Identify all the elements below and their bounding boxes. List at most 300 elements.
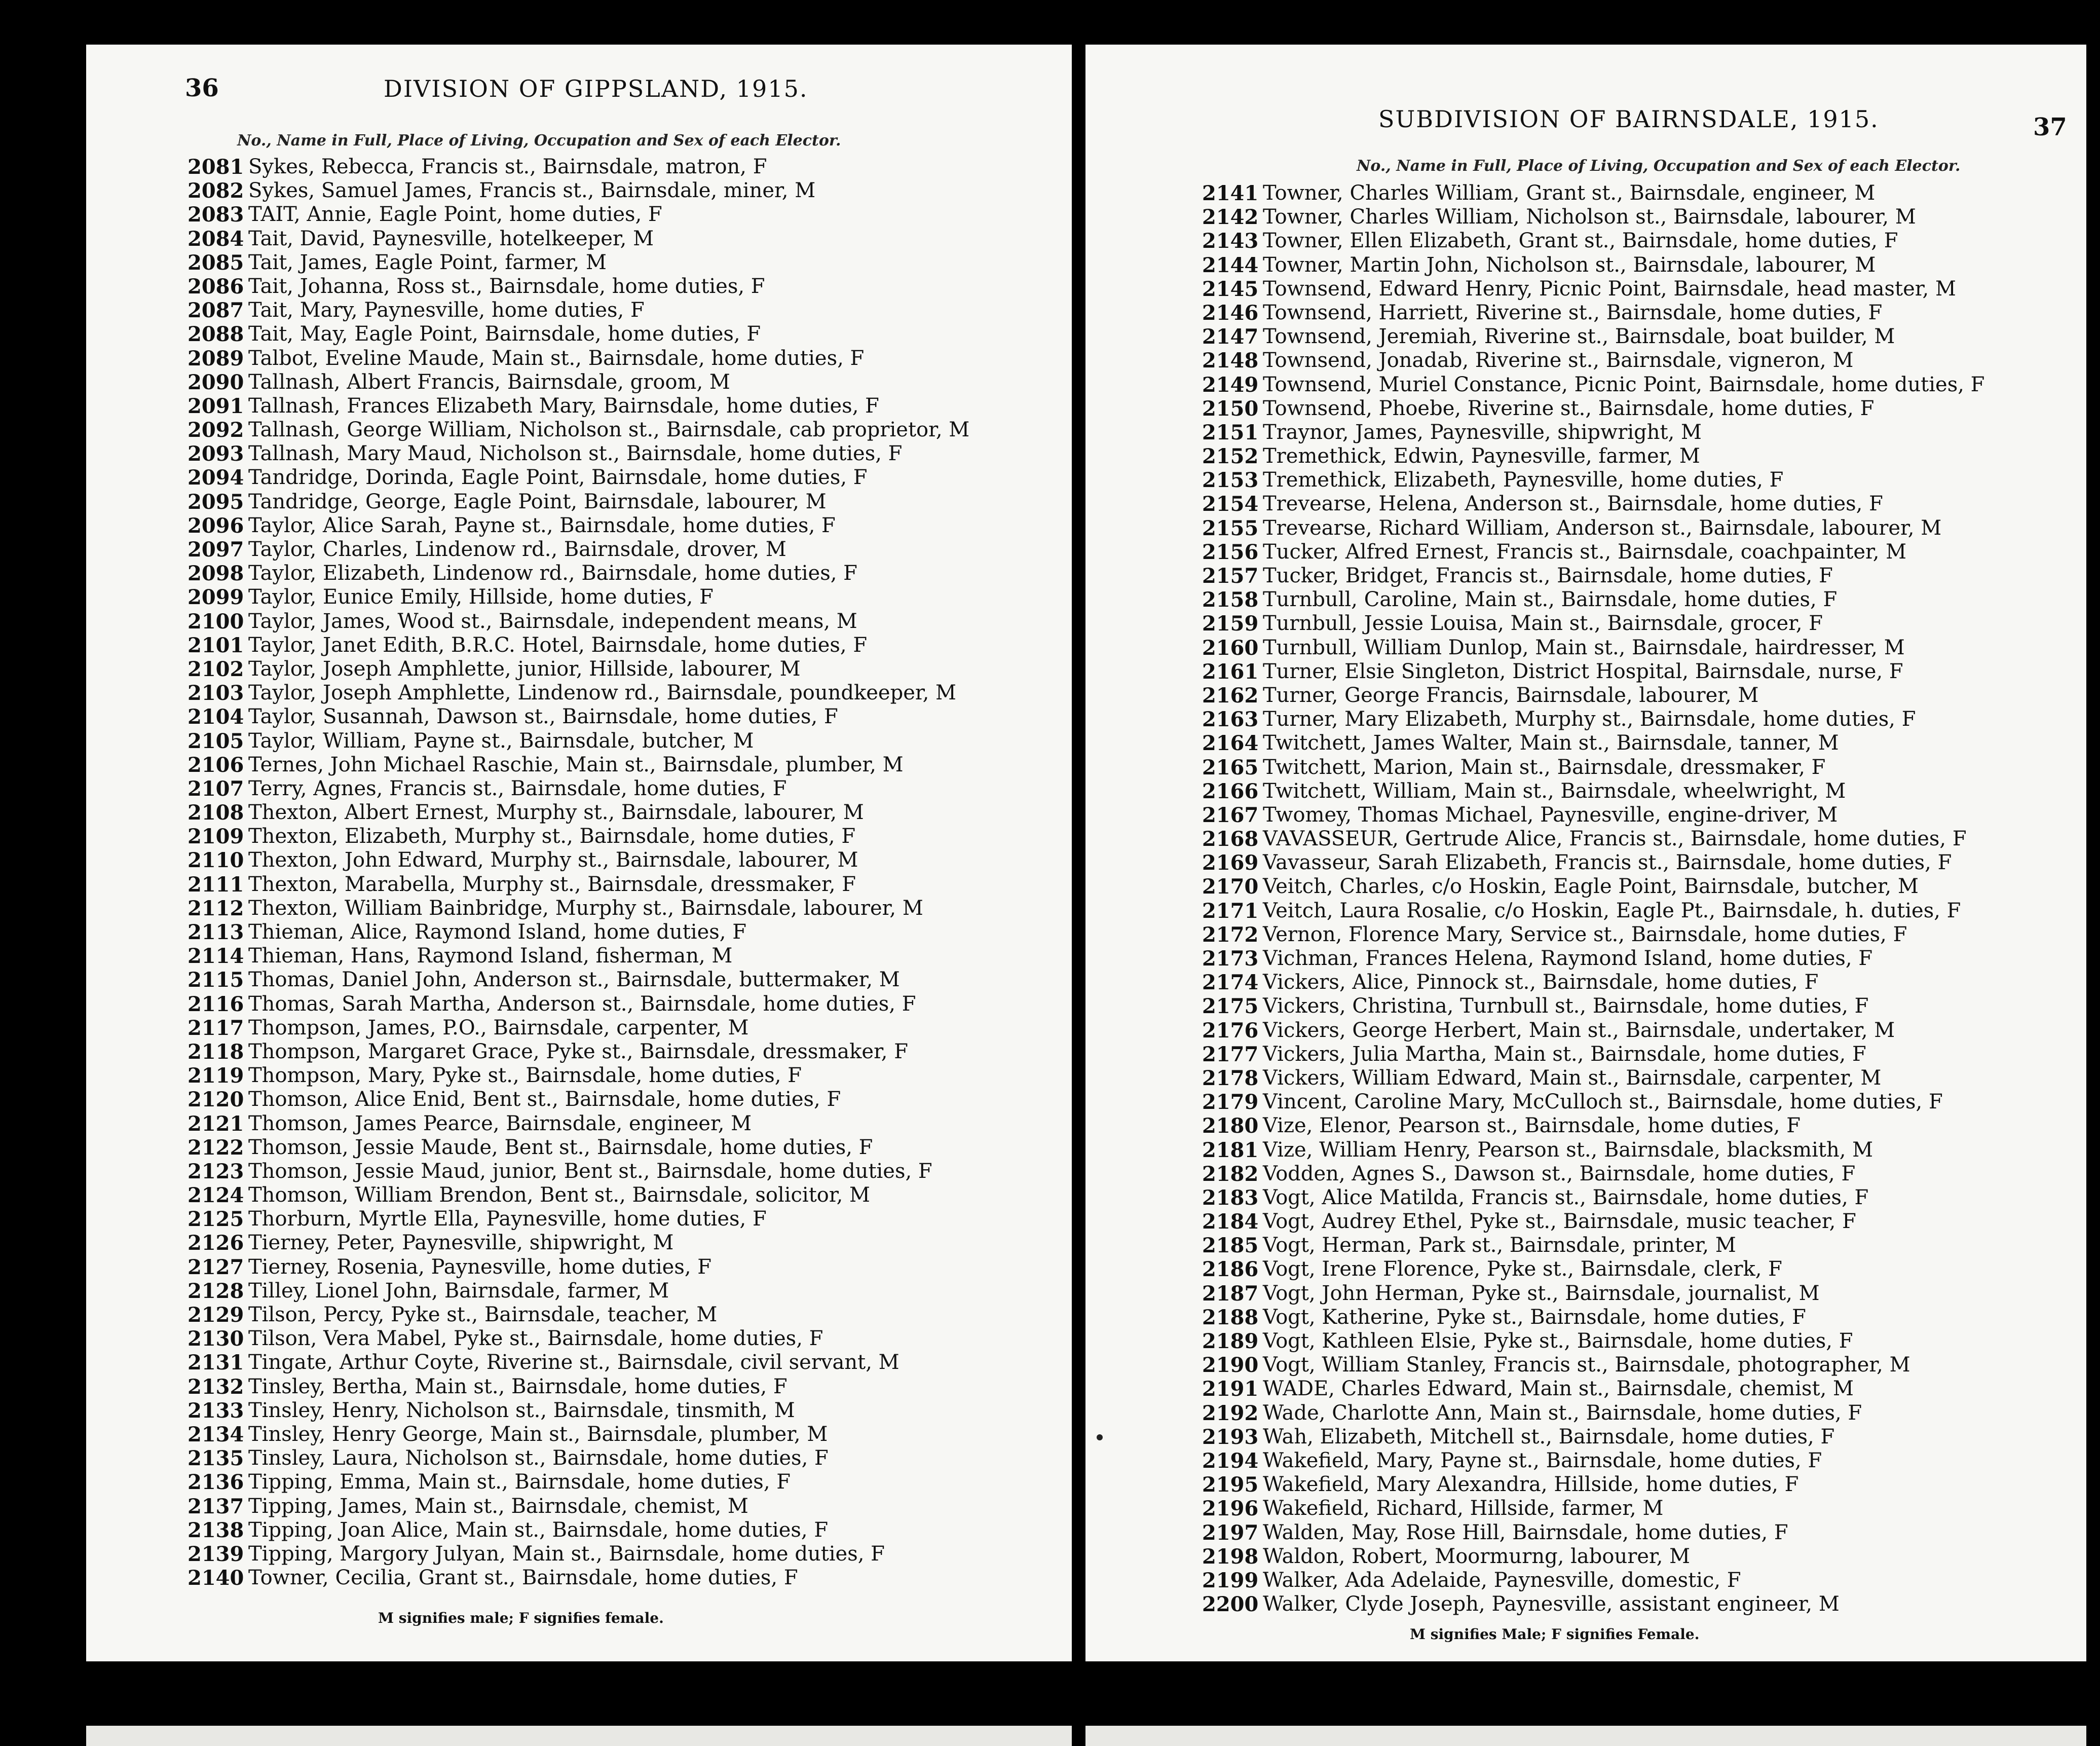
elector-number: 2093 [188, 442, 244, 466]
elector-row [188, 1495, 969, 1518]
elector-details: Vernon, Florence Mary, Service st., Bairnsdale, home duties, F [1263, 922, 1907, 946]
elector-row [188, 1207, 969, 1231]
elector-number: 2115 [188, 968, 244, 992]
elector-number: 2160 [1202, 636, 1259, 660]
elector-row [1202, 564, 1984, 588]
elector-details: Vodden, Agnes S., Dawson st., Bairnsdale, home duties, F [1263, 1162, 1856, 1185]
elector-number: 2136 [188, 1470, 244, 1495]
elector-details: Thomson, Alice Enid, Bent st., Bairnsdale, home duties, F [248, 1088, 841, 1111]
elector-details: Thompson, Margaret Grace, Pyke st., Bairnsdale, dressmaker, F [248, 1039, 908, 1063]
elector-row [188, 562, 969, 585]
elector-number: 2138 [188, 1518, 244, 1542]
elector-number: 2179 [1202, 1090, 1259, 1115]
elector-number: 2141 [1202, 181, 1259, 205]
elector-number: 2106 [188, 753, 244, 777]
elector-details: Vize, Elenor, Pearson st., Bairnsdale, home duties, F [1263, 1114, 1801, 1138]
elector-number: 2184 [1202, 1210, 1259, 1234]
elector-number: 2126 [188, 1231, 244, 1255]
elector-row [1202, 1425, 1984, 1449]
elector-details: Sykes, Samuel James, Francis st., Bairnsdale, miner, M [248, 179, 816, 203]
elector-details: Tipping, Emma, Main st., Bairnsdale, home duties, F [248, 1470, 791, 1494]
elector-details: Tinsley, Laura, Nicholson st., Bairnsdale, home duties, F [248, 1446, 829, 1470]
elector-details: Turner, George Francis, Bairnsdale, labourer, M [1263, 683, 1759, 707]
elector-number: 2130 [188, 1327, 244, 1351]
elector-row [1202, 994, 1984, 1018]
elector-number: 2085 [188, 250, 244, 275]
elector-details: Twitchett, William, Main st., Bairnsdale, wheelwright, M [1263, 779, 1846, 803]
elector-number: 2151 [1202, 420, 1259, 444]
elector-row [1202, 1329, 1984, 1353]
ink-spot [1097, 1434, 1103, 1440]
elector-row [188, 920, 969, 944]
page-number: 36 [185, 74, 219, 102]
elector-row [1202, 1306, 1984, 1329]
elector-row [1202, 1090, 1984, 1114]
elector-number: 2109 [188, 825, 244, 849]
elector-number: 2113 [188, 920, 244, 944]
elector-details: Townsend, Edward Henry, Picnic Point, Bairnsdale, head master, M [1263, 277, 1956, 301]
elector-number: 2140 [188, 1566, 244, 1590]
elector-number: 2200 [1202, 1592, 1259, 1617]
elector-details: Walker, Ada Adelaide, Paynesville, domestic, F [1263, 1568, 1741, 1592]
elector-row [1202, 588, 1984, 612]
elector-number: 2146 [1202, 301, 1259, 325]
elector-row [188, 634, 969, 657]
elector-details: Trevearse, Helena, Anderson st., Bairnsdale, home duties, F [1263, 492, 1883, 516]
elector-number: 2157 [1202, 564, 1259, 588]
elector-number: 2096 [188, 513, 244, 538]
elector-details: Taylor, Charles, Lindenow rd., Bairnsdale, drover, M [248, 538, 786, 561]
elector-details: Tilson, Vera Mabel, Pyke st., Bairnsdale, home duties, F [248, 1327, 823, 1351]
elector-row [188, 1040, 969, 1064]
elector-details: Towner, Martin John, Nicholson st., Bairnsdale, labourer, M [1263, 253, 1876, 277]
elector-row [188, 179, 969, 203]
elector-details: Veitch, Charles, c/o Hoskin, Eagle Point, Bairnsdale, butcher, M [1263, 875, 1919, 899]
elector-row [188, 299, 969, 322]
elector-details: Tucker, Bridget, Francis st., Bairnsdale, home duties, F [1263, 564, 1833, 587]
elector-number: 2122 [188, 1135, 244, 1160]
elector-details: Taylor, Joseph Amphlette, Lindenow rd., Bairnsdale, poundkeeper, M [248, 681, 956, 705]
elector-details: Tait, Johanna, Ross st., Bairnsdale, home duties, F [248, 274, 765, 298]
elector-number: 2162 [1202, 683, 1259, 708]
elector-details: Thieman, Alice, Raymond Island, home duties, F [248, 920, 746, 944]
elector-row [188, 1231, 969, 1255]
elector-row [188, 1375, 969, 1399]
elector-number: 2134 [188, 1422, 244, 1446]
elector-row [1202, 708, 1984, 731]
page-title: SUBDIVISION OF BAIRNSDALE, 1915. [1378, 105, 1879, 133]
elector-row [1202, 397, 1984, 421]
elector-details: Thexton, Albert Ernest, Murphy st., Bairnsdale, labourer, M [248, 801, 864, 825]
elector-details: Wakefield, Mary, Payne st., Bairnsdale, home duties, F [1263, 1448, 1822, 1472]
elector-number: 2117 [188, 1016, 244, 1040]
elector-number: 2120 [188, 1088, 244, 1112]
elector-row [188, 203, 969, 227]
elector-row [1202, 421, 1984, 444]
elector-number: 2165 [1202, 755, 1259, 779]
elector-details: Vickers, George Herbert, Main st., Bairnsdale, undertaker, M [1263, 1018, 1895, 1042]
elector-row [1202, 899, 1984, 923]
elector-details: Walker, Clyde Joseph, Paynesville, assistant engineer, M [1263, 1592, 1840, 1616]
elector-number: 2194 [1202, 1448, 1259, 1473]
elector-number: 2193 [1202, 1425, 1259, 1449]
elector-number: 2108 [188, 801, 244, 825]
elector-row [1202, 756, 1984, 779]
elector-row [1202, 492, 1984, 516]
elector-details: VAVASSEUR, Gertrude Alice, Francis st., Bairnsdale, home duties, F [1263, 827, 1967, 851]
elector-number: 2107 [188, 776, 244, 801]
elector-row [188, 370, 969, 394]
elector-details: Vogt, Kathleen Elsie, Pyke st., Bairnsdale, home duties, F [1263, 1329, 1853, 1353]
elector-row [1202, 181, 1984, 205]
elector-row [188, 1279, 969, 1303]
elector-details: Tremethick, Elizabeth, Paynesville, home duties, F [1263, 468, 1784, 492]
elector-number: 2097 [188, 538, 244, 562]
elector-row [1202, 947, 1984, 971]
elector-number: 2135 [188, 1446, 244, 1471]
elector-details: Thexton, Elizabeth, Murphy st., Bairnsdale, home duties, F [248, 825, 856, 848]
elector-number: 2099 [188, 585, 244, 610]
elector-details: Vogt, William Stanley, Francis st., Bairnsdale, photographer, M [1263, 1353, 1910, 1377]
elector-details: Thexton, William Bainbridge, Murphy st., Bairnsdale, labourer, M [248, 896, 923, 920]
elector-details: Thexton, John Edward, Murphy st., Bairnsdale, labourer, M [248, 848, 858, 872]
elector-number: 2180 [1202, 1114, 1259, 1138]
elector-details: Tremethick, Edwin, Paynesville, farmer, M [1263, 444, 1700, 468]
elector-number: 2101 [188, 633, 244, 657]
elector-details: Veitch, Laura Rosalie, c/o Hoskin, Eagle Pt., Bairnsdale, h. duties, F [1263, 899, 1961, 922]
elector-number: 2081 [188, 155, 244, 179]
elector-row [1202, 540, 1984, 564]
elector-details: Tipping, James, Main st., Bairnsdale, chemist, M [248, 1494, 748, 1518]
elector-details: Taylor, Susannah, Dawson st., Bairnsdale, home duties, F [248, 705, 838, 729]
elector-details: WADE, Charles Edward, Main st., Bairnsdale, chemist, M [1263, 1377, 1854, 1401]
elector-row [188, 825, 969, 848]
elector-details: Tinsley, Bertha, Main st., Bairnsdale, home duties, F [248, 1374, 788, 1398]
elector-number: 2137 [188, 1494, 244, 1518]
elector-row [188, 1423, 969, 1446]
elector-number: 2176 [1202, 1018, 1259, 1043]
elector-row [1202, 731, 1984, 755]
elector-details: Sykes, Rebecca, Francis st., Bairnsdale, matron, F [248, 155, 767, 178]
elector-number: 2171 [1202, 899, 1259, 923]
elector-details: Turnbull, Jessie Louisa, Main st., Bairnsdale, grocer, F [1263, 612, 1823, 636]
elector-number: 2185 [1202, 1234, 1259, 1258]
elector-row [1202, 612, 1984, 636]
elector-number: 2175 [1202, 994, 1259, 1019]
elector-row [188, 442, 969, 466]
elector-number: 2149 [1202, 373, 1259, 397]
elector-row [188, 1088, 969, 1111]
elector-row [188, 1446, 969, 1470]
elector-details: Tait, May, Eagle Point, Bairnsdale, home duties, F [248, 322, 761, 346]
elector-details: Thomson, William Brendon, Bent st., Bairnsdale, solicitor, M [248, 1183, 870, 1207]
elector-number: 2158 [1202, 588, 1259, 612]
elector-number: 2191 [1202, 1377, 1259, 1401]
elector-number: 2088 [188, 322, 244, 347]
elector-row [188, 705, 969, 729]
elector-row [188, 1183, 969, 1207]
elector-row [188, 275, 969, 299]
elector-number: 2173 [1202, 947, 1259, 971]
elector-number: 2131 [188, 1351, 244, 1375]
elector-number: 2091 [188, 394, 244, 418]
elector-number: 2155 [1202, 516, 1259, 540]
elector-row [188, 777, 969, 801]
elector-number: 2105 [188, 729, 244, 753]
elector-number: 2102 [188, 657, 244, 681]
elector-number: 2170 [1202, 875, 1259, 899]
elector-details: Thomson, James Pearce, Bairnsdale, engineer, M [248, 1111, 752, 1135]
elector-number: 2159 [1202, 612, 1259, 636]
elector-number: 2103 [188, 681, 244, 705]
elector-number: 2150 [1202, 396, 1259, 421]
column-description: No., Name in Full, Place of Living, Occupation and Sex of each Elector. [1357, 157, 1961, 175]
elector-details: Vickers, Christina, Turnbull st., Bairnsdale, home duties, F [1263, 994, 1869, 1018]
elector-row [188, 227, 969, 251]
elector-row [1202, 684, 1984, 708]
elector-number: 2116 [188, 992, 244, 1016]
elector-row [188, 490, 969, 514]
elector-row [188, 681, 969, 705]
elector-row [188, 1399, 969, 1423]
elector-details: Thomas, Sarah Martha, Anderson st., Bairnsdale, home duties, F [248, 992, 916, 1016]
elector-details: Waldon, Robert, Moormurng, labourer, M [1263, 1544, 1691, 1568]
elector-details: Tallnash, Mary Maud, Nicholson st., Bairnsdale, home duties, F [248, 442, 903, 466]
elector-details: Vincent, Caroline Mary, McCulloch st., Bairnsdale, home duties, F [1263, 1090, 1943, 1114]
elector-number: 2082 [188, 179, 244, 203]
elector-number: 2139 [188, 1542, 244, 1566]
elector-details: Trevearse, Richard William, Anderson st., Bairnsdale, labourer, M [1263, 516, 1942, 540]
elector-row [188, 251, 969, 275]
elector-row [188, 538, 969, 562]
elector-details: Thorburn, Myrtle Ella, Paynesville, home duties, F [248, 1207, 767, 1231]
elector-number: 2154 [1202, 492, 1259, 516]
elector-details: Turnbull, Caroline, Main st., Bairnsdale, home duties, F [1263, 588, 1838, 612]
elector-details: Townsend, Harriett, Riverine st., Bairnsdale, home duties, F [1263, 301, 1883, 324]
elector-details: Townsend, Jeremiah, Riverine st., Bairnsdale, boat builder, M [1263, 325, 1895, 349]
elector-row [188, 155, 969, 179]
elector-number: 2147 [1202, 325, 1259, 349]
elector-number: 2143 [1202, 229, 1259, 253]
elector-row [188, 1470, 969, 1494]
elector-row [188, 1518, 969, 1542]
elector-row [1202, 205, 1984, 229]
elector-number: 2133 [188, 1398, 244, 1423]
elector-details: Tinsley, Henry, Nicholson st., Bairnsdale, tinsmith, M [248, 1398, 795, 1422]
elector-number: 2167 [1202, 803, 1259, 827]
elector-row [188, 729, 969, 753]
elector-number: 2111 [188, 872, 244, 897]
elector-details: Tierney, Rosenia, Paynesville, home duties, F [248, 1255, 712, 1279]
elector-row [188, 394, 969, 418]
elector-details: Taylor, Joseph Amphlette, junior, Hillside, labourer, M [248, 657, 801, 681]
elector-list [188, 155, 969, 1590]
elector-number: 2125 [188, 1207, 244, 1232]
elector-details: Thomas, Daniel John, Anderson st., Bairnsdale, buttermaker, M [248, 968, 900, 992]
elector-number: 2189 [1202, 1329, 1259, 1353]
elector-number: 2197 [1202, 1520, 1259, 1545]
elector-details: Turner, Mary Elizabeth, Murphy st., Bairnsdale, home duties, F [1263, 708, 1916, 731]
elector-row [1202, 1138, 1984, 1162]
elector-details: Walden, May, Rose Hill, Bairnsdale, home duties, F [1263, 1520, 1788, 1544]
elector-row [1202, 301, 1984, 325]
elector-row [1202, 468, 1984, 492]
elector-number: 2123 [188, 1159, 244, 1183]
elector-number: 2192 [1202, 1401, 1259, 1425]
elector-details: TAIT, Annie, Eagle Point, home duties, F [248, 203, 662, 227]
elector-details: Turnbull, William Dunlop, Main st., Bairnsdale, hairdresser, M [1263, 636, 1905, 659]
elector-number: 2144 [1202, 253, 1259, 277]
elector-row [1202, 636, 1984, 660]
elector-number: 2163 [1202, 708, 1259, 732]
elector-details: Tilley, Lionel John, Bairnsdale, farmer, M [248, 1279, 669, 1303]
elector-details: Vickers, Julia Martha, Main st., Bairnsdale, home duties, F [1263, 1042, 1866, 1066]
elector-row [188, 466, 969, 490]
elector-details: Thieman, Hans, Raymond Island, fisherman, M [248, 944, 733, 968]
elector-number: 2196 [1202, 1497, 1259, 1521]
elector-details: Taylor, Elizabeth, Lindenow rd., Bairnsdale, home duties, F [248, 562, 857, 585]
elector-details: Twomey, Thomas Michael, Paynesville, engine-driver, M [1263, 803, 1838, 827]
elector-row [188, 514, 969, 538]
elector-details: Vavasseur, Sarah Elizabeth, Francis st., Bairnsdale, home duties, F [1263, 851, 1952, 875]
elector-details: Vogt, Irene Florence, Pyke st., Bairnsdale, clerk, F [1263, 1257, 1782, 1281]
elector-details: Vogt, Audrey Ethel, Pyke st., Bairnsdale, music teacher, F [1263, 1210, 1856, 1234]
elector-number: 2172 [1202, 922, 1259, 947]
elector-number: 2112 [188, 896, 244, 920]
elector-details: Ternes, John Michael Raschie, Main st., Bairnsdale, plumber, M [248, 753, 904, 776]
elector-row [1202, 325, 1984, 349]
elector-number: 2177 [1202, 1042, 1259, 1066]
elector-row [1202, 1401, 1984, 1425]
elector-number: 2183 [1202, 1185, 1259, 1210]
elector-number: 2186 [1202, 1257, 1259, 1282]
elector-row [188, 1160, 969, 1183]
elector-details: Tipping, Joan Alice, Main st., Bairnsdale, home duties, F [248, 1518, 829, 1542]
elector-row [188, 1566, 969, 1590]
elector-details: Wakefield, Mary Alexandra, Hillside, home duties, F [1263, 1473, 1799, 1497]
elector-number: 2164 [1202, 731, 1259, 756]
right-page [1085, 45, 2086, 1661]
elector-details: Tandridge, George, Eagle Point, Bairnsdale, labourer, M [248, 490, 827, 513]
elector-details: Taylor, Eunice Emily, Hillside, home duties, F [248, 585, 714, 609]
elector-number: 2190 [1202, 1353, 1259, 1378]
elector-row [188, 897, 969, 920]
elector-details: Tingate, Arthur Coyte, Riverine st., Bairnsdale, civil servant, M [248, 1351, 899, 1374]
elector-row [188, 1016, 969, 1040]
elector-row [1202, 1497, 1984, 1520]
elector-details: Wade, Charlotte Ann, Main st., Bairnsdale, home duties, F [1263, 1401, 1862, 1425]
elector-number: 2168 [1202, 827, 1259, 851]
elector-number: 2129 [188, 1303, 244, 1327]
elector-row [1202, 923, 1984, 947]
elector-number: 2086 [188, 274, 244, 299]
elector-details: Thompson, Mary, Pyke st., Bairnsdale, home duties, F [248, 1064, 802, 1088]
elector-details: Traynor, James, Paynesville, shipwright, M [1263, 420, 1702, 444]
elector-row [1202, 1592, 1984, 1616]
elector-row [1202, 1353, 1984, 1377]
elector-number: 2095 [188, 490, 244, 514]
elector-row [188, 1542, 969, 1566]
elector-row [188, 1136, 969, 1160]
elector-number: 2156 [1202, 540, 1259, 564]
elector-row [1202, 1019, 1984, 1043]
elector-number: 2145 [1202, 277, 1259, 301]
elector-row [1202, 1257, 1984, 1281]
page-number: 37 [2033, 113, 2067, 141]
elector-row [1202, 1066, 1984, 1090]
elector-number: 2166 [1202, 779, 1259, 803]
elector-row [188, 1064, 969, 1088]
elector-number: 2124 [188, 1183, 244, 1208]
elector-row [1202, 1545, 1984, 1569]
elector-details: Wakefield, Richard, Hillside, farmer, M [1263, 1497, 1664, 1520]
elector-number: 2121 [188, 1111, 244, 1136]
elector-row [188, 585, 969, 609]
elector-number: 2174 [1202, 971, 1259, 995]
elector-row [1202, 1449, 1984, 1473]
elector-number: 2118 [188, 1039, 244, 1064]
elector-details: Vize, William Henry, Pearson st., Bairnsdale, blacksmith, M [1263, 1138, 1873, 1162]
elector-row [1202, 349, 1984, 373]
elector-row [1202, 1162, 1984, 1186]
elector-row [1202, 1282, 1984, 1306]
elector-row [1202, 803, 1984, 827]
elector-row [1202, 1210, 1984, 1234]
elector-number: 2132 [188, 1374, 244, 1399]
elector-details: Thexton, Marabella, Murphy st., Bairnsdale, dressmaker, F [248, 872, 856, 896]
elector-row [188, 1255, 969, 1279]
elector-number: 2104 [188, 705, 244, 729]
elector-details: Vogt, Alice Matilda, Francis st., Bairnsdale, home duties, F [1263, 1185, 1869, 1209]
elector-details: Tallnash, Albert Francis, Bairnsdale, groom, M [248, 370, 730, 394]
elector-details: Townsend, Jonadab, Riverine st., Bairnsdale, vigneron, M [1263, 349, 1854, 373]
elector-details: Vickers, William Edward, Main st., Bairnsdale, carpenter, M [1263, 1066, 1882, 1090]
elector-number: 2142 [1202, 205, 1259, 230]
elector-number: 2198 [1202, 1544, 1259, 1569]
elector-number: 2161 [1202, 659, 1259, 684]
elector-row [1202, 1114, 1984, 1138]
elector-row [1202, 1043, 1984, 1066]
elector-number: 2119 [188, 1064, 244, 1088]
elector-number: 2094 [188, 466, 244, 490]
elector-row [1202, 253, 1984, 277]
page-title: DIVISION OF GIPPSLAND, 1915. [384, 75, 808, 102]
elector-details: Tait, James, Eagle Point, farmer, M [248, 250, 607, 274]
elector-details: Tallnash, Frances Elizabeth Mary, Bairnsdale, home duties, F [248, 394, 879, 418]
elector-details: Vichman, Frances Helena, Raymond Island, home duties, F [1263, 947, 1873, 970]
elector-details: Taylor, William, Payne st., Bairnsdale, butcher, M [248, 729, 754, 753]
elector-details: Tait, David, Paynesville, hotelkeeper, M [248, 227, 654, 250]
elector-number: 2152 [1202, 444, 1259, 469]
elector-details: Tallnash, George William, Nicholson st., Bairnsdale, cab proprietor, M [248, 418, 970, 442]
elector-details: Towner, Charles William, Nicholson st., Bairnsdale, labourer, M [1263, 205, 1916, 229]
elector-details: Townsend, Phoebe, Riverine st., Bairnsdale, home duties, F [1263, 396, 1874, 420]
elector-row [188, 1112, 969, 1136]
elector-details: Taylor, Janet Edith, B.R.C. Hotel, Bairnsdale, home duties, F [248, 633, 868, 657]
elector-number: 2169 [1202, 851, 1259, 875]
elector-row [1202, 1186, 1984, 1210]
next-page-edge [86, 1726, 1072, 1746]
elector-number: 2187 [1202, 1281, 1259, 1306]
elector-number: 2090 [188, 370, 244, 394]
elector-details: Twitchett, Marion, Main st., Bairnsdale, dressmaker, F [1263, 755, 1826, 779]
elector-row [1202, 851, 1984, 875]
elector-details: Taylor, James, Wood st., Bairnsdale, independent means, M [248, 609, 857, 633]
elector-details: Tandridge, Dorinda, Eagle Point, Bairnsdale, home duties, F [248, 466, 868, 490]
elector-row [188, 944, 969, 968]
elector-details: Thomson, Jessie Maud, junior, Bent st., Bairnsdale, home duties, F [248, 1159, 932, 1183]
elector-row [1202, 229, 1984, 253]
